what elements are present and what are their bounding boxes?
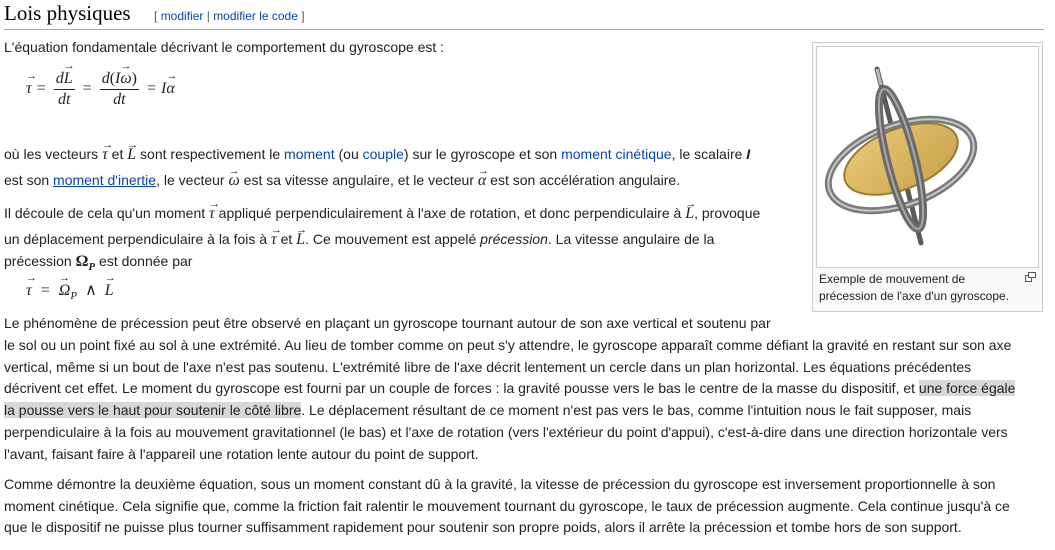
paragraph-2-line-2: un déplacement perpendiculaire à la fois à τ → et L →. Ce mouvement est appelé précession. La vitesse angulaire de la — [4, 229, 714, 250]
paragraph-3-line-4: décrivent cet effet. Le moment du gyroscope est fourni par un couple de forces : la gravité pousse vers le bas le centre de la masse du dispositif, et une force égale — [4, 380, 1016, 396]
edit-section-links — [154, 9, 305, 23]
edit-separator: | — [206, 9, 210, 23]
paragraph-1-line-2: est son moment d'inertie, le vecteur ω → est sa vitesse angulaire, et le vecteur α → est son accélération angulaire. — [4, 170, 680, 191]
paragraph-3-line-5: la pousse vers le haut pour soutenir le côté libre. Le déplacement résultant de ce moment n'est pas vers le bas, comme l'intuition nous le fait supposer, mais — [4, 402, 972, 418]
figure-caption: Exemple de mouvement de précession de l'axe d'un gyroscope. — [819, 272, 1010, 303]
intro-text: L'équation fondamentale décrivant le comportement du gyroscope est : — [4, 39, 445, 55]
edit-bracket-open: [ — [154, 9, 158, 23]
math-equals: = — [146, 80, 157, 97]
paragraph-3-line-7: l'avant, faisant faire à l'appareil une rotation lente autour du point de support. — [4, 446, 479, 462]
figure-thumbnail — [812, 42, 1043, 312]
fraction-dIw-dt: $\frac{d(I\omega \to)}{dt}$ — [100, 70, 139, 109]
edit-source-link[interactable]: modifier le code — [213, 9, 298, 23]
link-moment-cinetique[interactable]: moment cinétique — [561, 146, 672, 162]
equation-fundamental — [26, 62, 175, 116]
highlighted-text: la pousse vers le haut pour soutenir le côté libre — [4, 402, 302, 418]
equation-precession: τ → = $\Omega \to_P$ ∧ L → — [26, 280, 114, 302]
section-title: Lois physiques — [4, 1, 131, 25]
paragraph-4-line-3: que le dispositif ne puisse plus tourner suffisamment rapidement pour soutenir son propre poids, alors il arrête la précession et tombe hors de son support. — [4, 519, 962, 535]
paragraph-1-line-1: où les vecteurs τ → et L → sont respectivement le moment (ou couple) sur le gyroscope et son moment cinétique, le scalaire I — [4, 144, 750, 165]
highlighted-text: une force égale — [918, 380, 1016, 396]
paragraph-2-line-1: Il découle de cela qu'un moment τ → appliqué perpendiculairement à l'axe de rotation, et donc perpendiculaire à L →, provoque — [4, 203, 760, 224]
section-heading — [4, 0, 1044, 30]
gyroscope-image[interactable] — [816, 46, 1039, 268]
edit-bracket-close: ] — [301, 9, 305, 23]
paragraph-3-line-2: le sol ou un point fixé au sol à une extrémité. Au lieu de tomber comme on peut s'y attendre, le gyroscope apparaît comme défiant la gravité en restant sur son axe — [4, 337, 1012, 353]
paragraph-4-line-1: Comme démontre la deuxième équation, sous un moment constant dû à la gravité, la vitesse de précession du gyroscope est inversement proportionnelle à son — [4, 476, 996, 492]
math-equals: = — [82, 80, 92, 97]
fraction-dL-dt: $\frac{dL \to}{dt}$ — [54, 70, 75, 109]
paragraph-3-line-3: vertical, même si un bout de l'axe n'est pas soutenu. L'extrémité libre de l'axe décrit lentement un cercle dans un plan horizontal. Les équations précédentes — [4, 359, 972, 375]
paragraph-4-line-2: moment cinétique. Cela signifie que, comme la friction fait ralentir le mouvement tournant du gyroscope, le taux de précession augmente. Cela continue jusqu'à ce — [4, 498, 1010, 514]
link-moment[interactable]: moment — [284, 146, 335, 162]
paragraph-2-line-3: précession $\Omega_P$ est donnée par — [4, 253, 193, 274]
paragraph-3-line-6: perpendiculaire à la fois au mouvement gravitationnel (le bas) et l'axe de rotation (vers l'extérieur du point d'appui), c'est-à-dire dans une direction horizontale vers — [4, 424, 1008, 440]
math-tau: τ → — [26, 80, 32, 98]
link-couple[interactable]: couple — [362, 146, 404, 162]
edit-link[interactable]: modifier — [160, 9, 204, 23]
math-alpha: α → — [166, 80, 174, 98]
math-equals: = — [36, 80, 46, 97]
paragraph-3-line-1: Le phénomène de précession peut être observé en plaçant un gyroscope tournant autour de son axe vertical et soutenu par — [4, 315, 771, 331]
math-I: I — [161, 80, 167, 97]
magnify-clip-icon[interactable] — [1025, 272, 1036, 282]
link-moment-inertie[interactable]: moment d'inertie — [53, 172, 157, 188]
